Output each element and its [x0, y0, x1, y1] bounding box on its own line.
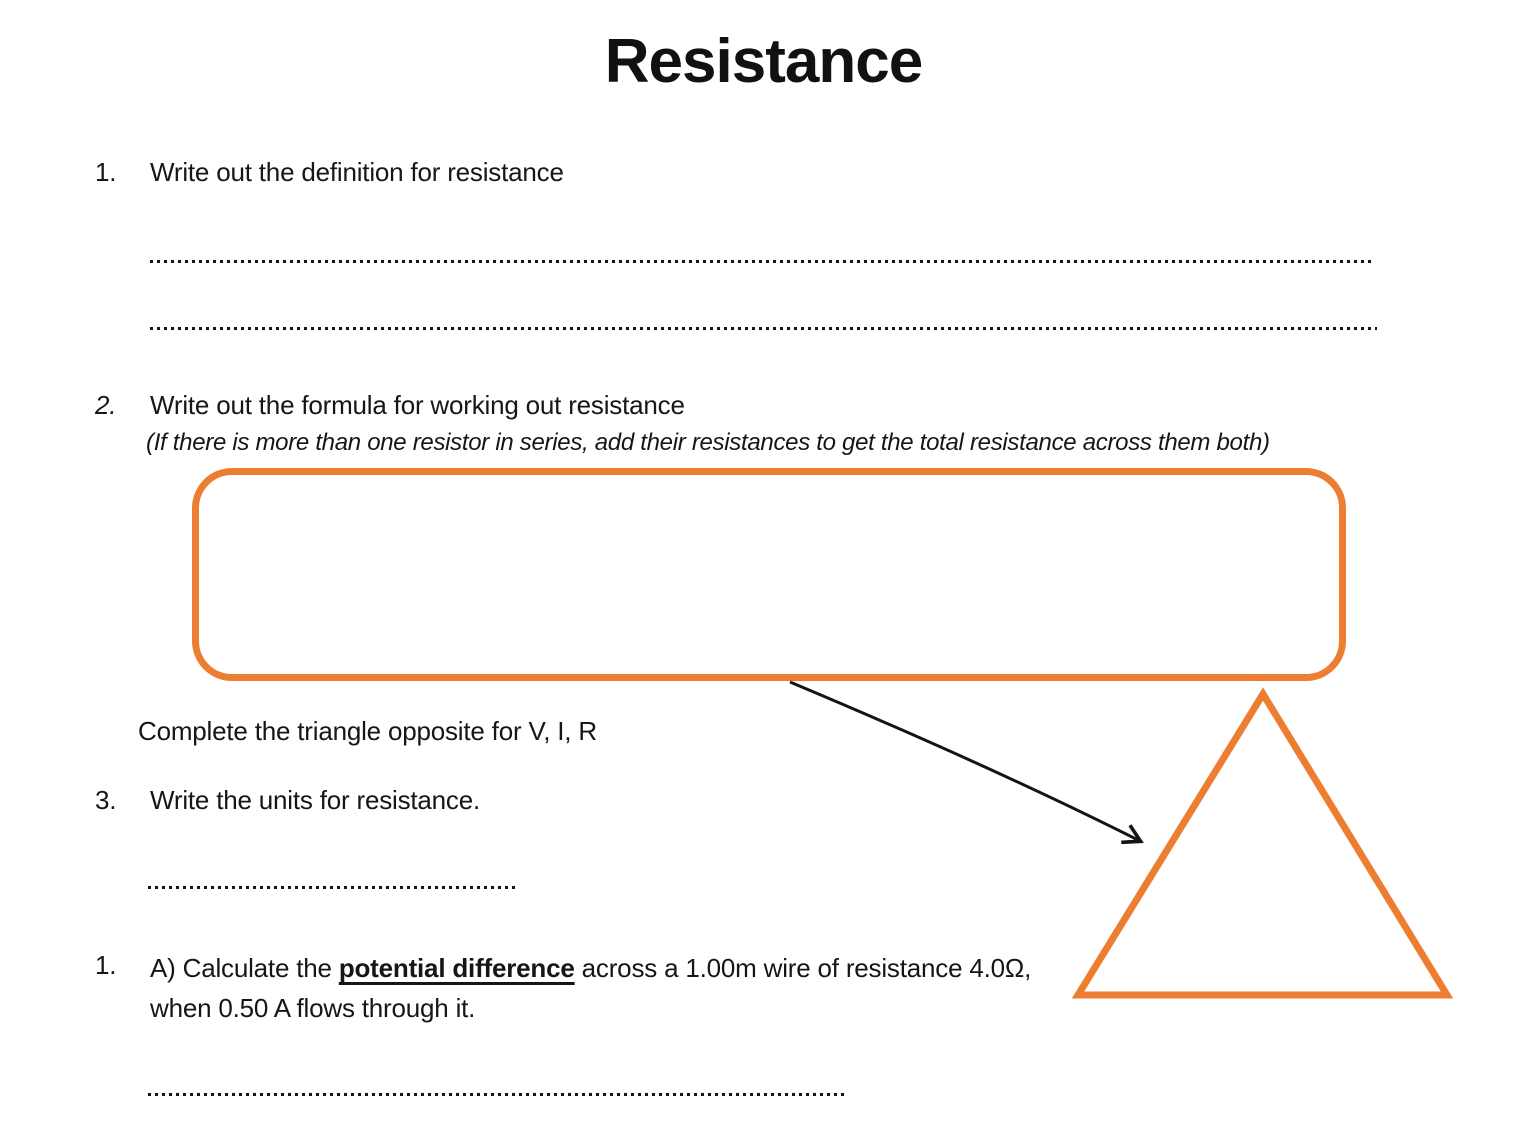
question-text-prefix: A) Calculate the [150, 953, 339, 983]
connector-arrow [790, 682, 1140, 841]
triangle-instruction: Complete the triangle opposite for V, I, R [138, 716, 597, 746]
question-text-suffix: across a 1.00m wire of resistance 4.0Ω, [574, 953, 1032, 983]
question-number: 1. [95, 950, 117, 980]
answer-line-definition-2 [150, 327, 1377, 330]
question-text: Write out the formula for working out resistance [150, 390, 685, 420]
question-text [150, 948, 1031, 1028]
answer-line-units [148, 886, 517, 889]
question-formula [95, 388, 685, 422]
question-definition [95, 155, 564, 189]
question-calculate [95, 948, 1031, 1028]
question-units [95, 783, 480, 817]
answer-line-definition-1 [150, 260, 1374, 263]
question-text: Write out the definition for resistance [150, 157, 564, 187]
question-text: Write the units for resistance. [150, 785, 481, 815]
question-text-emphasis: potential difference [338, 953, 575, 983]
formula-answer-box [192, 468, 1346, 681]
answer-line-calculation [148, 1093, 848, 1096]
question-number: 3. [95, 785, 117, 815]
question-formula-note: (If there is more than one resistor in series, add their resistances to get the total resistance across them both) [146, 429, 1270, 456]
question-number: 1. [95, 157, 117, 187]
question-text-line1 [150, 948, 1031, 988]
page-title: Resistance [604, 27, 923, 96]
question-number: 2. [95, 390, 117, 420]
question-text-line2: when 0.50 A flows through it. [150, 993, 476, 1023]
vir-triangle [1078, 694, 1447, 995]
